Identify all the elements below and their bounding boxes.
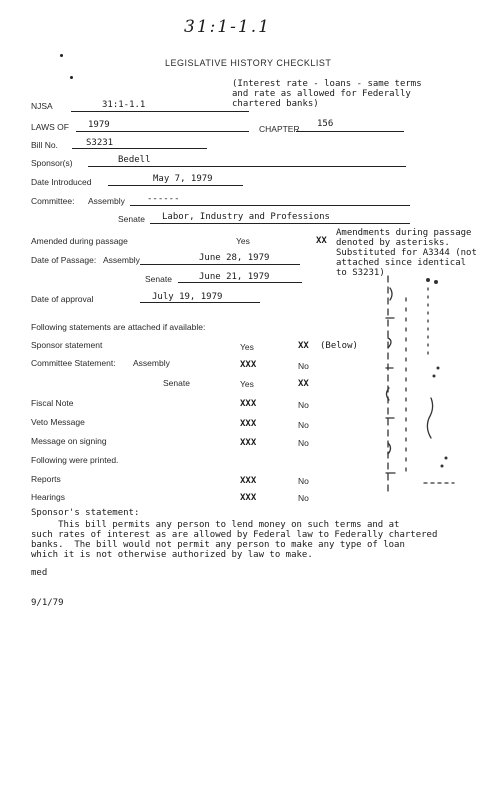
passage-senate-value: June 21, 1979: [199, 272, 270, 282]
passage-senate-underline: [178, 282, 302, 283]
statement-no: No: [298, 361, 309, 371]
library-stamp-graphic: [376, 268, 476, 508]
statement-label: Message on signing: [31, 436, 107, 446]
statement-yes-mark: XXX: [240, 419, 257, 429]
chapter-label: CHAPTER: [259, 124, 300, 134]
committee-assembly-value: ------: [147, 194, 180, 204]
statement-label: Committee Statement:: [31, 358, 116, 368]
statement-no: No: [298, 400, 309, 410]
approval-label: Date of approval: [31, 294, 94, 304]
sponsor-statement-text: This bill permits any person to lend money on such terms and at such rates of interest as are allowed by Federal law to Federally chartered banks. The bill would not permit any person to make any type of loan which it is not otherwise authorized by law to make.: [31, 520, 438, 560]
statement-yes-mark: XXX: [240, 360, 257, 370]
njsa-value: 31:1-1.1: [102, 100, 146, 110]
njsa-label: NJSA: [31, 101, 53, 111]
date-code: 9/1/79: [31, 598, 64, 608]
statement-no: No: [298, 420, 309, 430]
statement-sublabel: Senate: [163, 378, 190, 388]
typist-initials: med: [31, 568, 48, 578]
statements-header: Following statements are attached if available:: [31, 322, 206, 332]
statement-no: No: [298, 438, 309, 448]
statement-label: Veto Message: [31, 417, 85, 427]
amendments-note: Amendments during passage denoted by asterisks. Substituted for A3344 (not attached since identical to S3231): [336, 228, 477, 278]
punch-mark: [70, 76, 73, 79]
statement-no-mark: XX: [298, 379, 309, 389]
njsa-underline: [71, 111, 249, 112]
sponsors-label: Sponsor(s): [31, 158, 73, 168]
printed-yes-mark: XXX: [240, 476, 257, 486]
printed-yes-mark: XXX: [240, 493, 257, 503]
printed-header: Following were printed.: [31, 455, 119, 465]
bill-no-label: Bill No.: [31, 140, 58, 150]
sponsor-statement-label: Sponsor's statement:: [31, 508, 140, 518]
statement-label: Fiscal Note: [31, 398, 74, 408]
committee-assembly-label: Assembly: [88, 196, 125, 206]
passage-assembly-label: Assembly: [103, 255, 140, 265]
date-introduced-label: Date Introduced: [31, 177, 92, 187]
bill-no-value: S3231: [86, 138, 114, 148]
passage-assembly-underline: [140, 264, 300, 265]
chapter-underline: [296, 131, 404, 132]
statement-yes-mark: XXX: [240, 438, 257, 448]
laws-of-value: 1979: [88, 120, 110, 130]
statement-yes-mark: XXX: [240, 399, 257, 409]
committee-senate-value: Labor, Industry and Professions: [162, 212, 330, 222]
date-introduced-value: May 7, 1979: [153, 174, 213, 184]
statement-no-mark: XX: [298, 341, 309, 351]
amended-label: Amended during passage: [31, 236, 128, 246]
approval-underline: [140, 302, 260, 303]
bill-description: (Interest rate - loans - same terms and rate as allowed for Federally chartered banks): [232, 79, 422, 109]
page-title: LEGISLATIVE HISTORY CHECKLIST: [165, 58, 332, 68]
approval-value: July 19, 1979: [152, 292, 223, 302]
committee-senate-underline: [150, 223, 410, 224]
laws-of-label: LAWS OF: [31, 122, 69, 132]
punch-mark: [60, 54, 63, 57]
laws-of-underline: [76, 131, 249, 132]
printed-no: No: [298, 476, 309, 486]
printed-label: Reports: [31, 474, 61, 484]
statement-sublabel: Assembly: [133, 358, 170, 368]
committee-assembly-underline: [130, 205, 410, 206]
printed-no: No: [298, 493, 309, 503]
handwritten-statute-number: 31:1-1.1: [184, 17, 271, 37]
sponsors-underline: [88, 166, 406, 167]
statement-yes: Yes: [240, 379, 254, 389]
statement-note: (Below): [320, 341, 358, 351]
statement-yes: Yes: [240, 342, 254, 352]
statement-label: Sponsor statement: [31, 340, 103, 350]
committee-senate-label: Senate: [118, 214, 145, 224]
bill-no-underline: [72, 148, 207, 149]
amended-no-mark: XX: [316, 236, 327, 246]
committee-label: Committee:: [31, 196, 75, 206]
date-introduced-underline: [108, 185, 243, 186]
sponsors-value: Bedell: [118, 155, 151, 165]
amended-yes: Yes: [236, 236, 250, 246]
passage-label: Date of Passage:: [31, 255, 97, 265]
passage-senate-label: Senate: [145, 274, 172, 284]
chapter-value: 156: [317, 119, 334, 129]
printed-label: Hearings: [31, 492, 66, 502]
passage-assembly-value: June 28, 1979: [199, 253, 270, 263]
